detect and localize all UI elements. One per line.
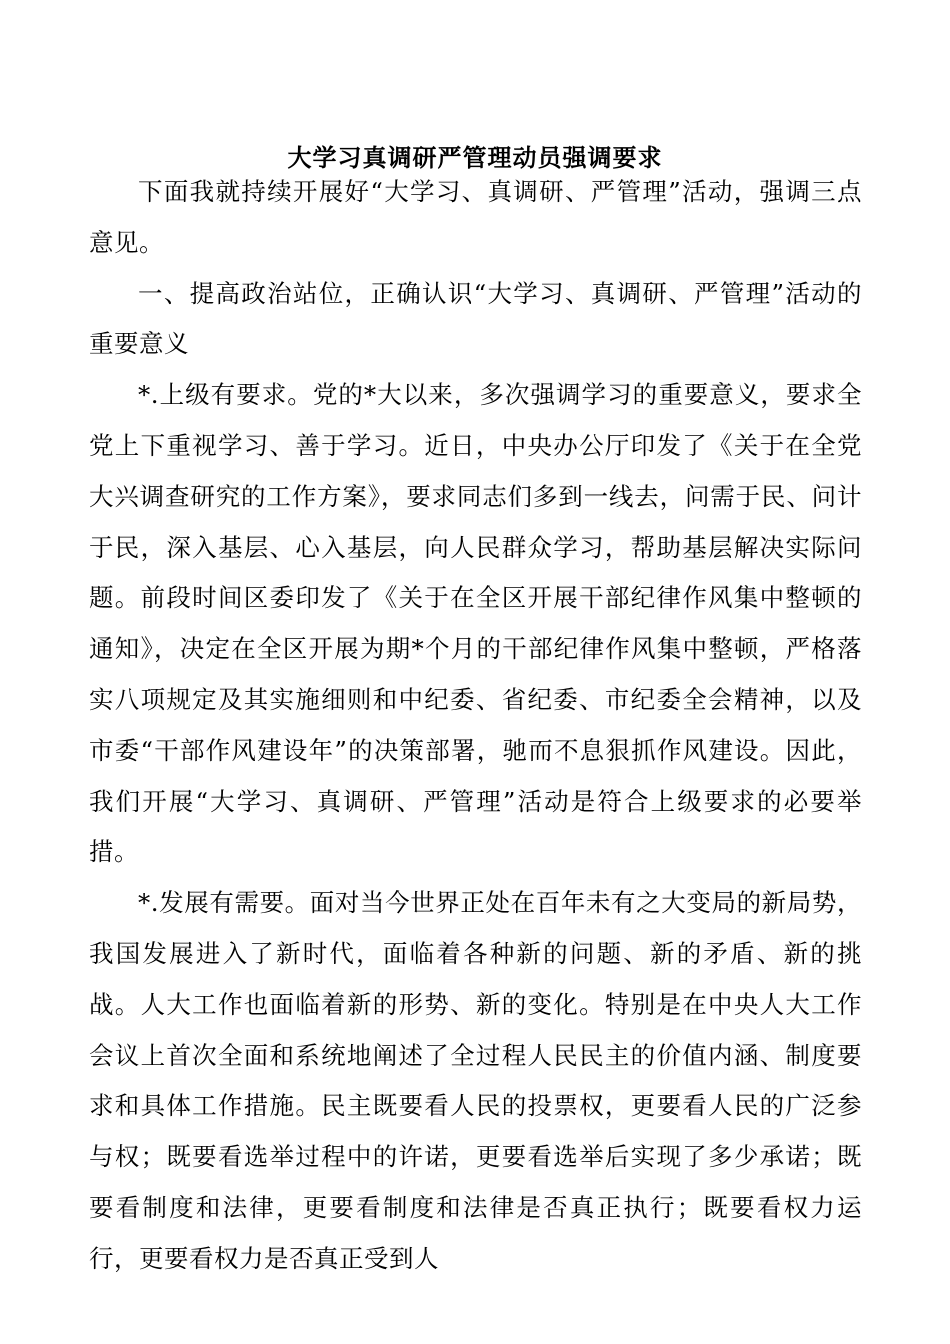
- document-title: 大学习真调研严管理动员强调要求: [287, 144, 663, 172]
- paragraph-heading-one: 一、提高政治站位，正确认识“大学习、真调研、严管理”活动的重要意义: [89, 278, 862, 359]
- paragraph-development-need: *.发展有需要。面对当今世界正处在百年未有之大变局的新局势，我国发展进入了新时代，面临着各种新的问题、新的矛盾、新的挑战。人大工作也面临着新的形势、新的变化。特别是在中央人大工作会议上首次全面和系统地阐述了全过程人民民主的价值内涵、制度要求和具体工作措施。民主既要看人民的投票权，更要看人民的广泛参与权；既要看选举过程中的许诺，更要看选举后实现了多少承诺；既要看制度和法律，更要看制度和法律是否真正执行；既要看权力运行，更要看权力是否真正受到人: [89, 888, 862, 1273]
- document-body: [89, 167, 862, 1285]
- paragraph-superior-requirement: *.上级有要求。党的*大以来，多次强调学习的重要意义，要求全党上下重视学习、善于学习。近日，中央办公厅印发了《关于在全党大兴调查研究的工作方案》，要求同志们多到一线去，问需于民、问计于民，深入基层、心入基层，向人民群众学习，帮助基层解决实际问题。前段时间区委印发了《关于在全区开展干部纪律作风集中整顿的通知》，决定在全区开展为期*个月的干部纪律作风集中整顿，严格落实八项规定及其实施细则和中纪委、省纪委、市纪委全会精神，以及市委“干部作风建设年”的决策部署，驰而不息狠抓作风建设。因此，我们开展“大学习、真调研、严管理”活动是符合上级要求的必要举措。: [89, 380, 862, 867]
- paragraph-intro: 下面我就持续开展好“大学习、真调研、严管理”活动，强调三点意见。: [89, 177, 862, 257]
